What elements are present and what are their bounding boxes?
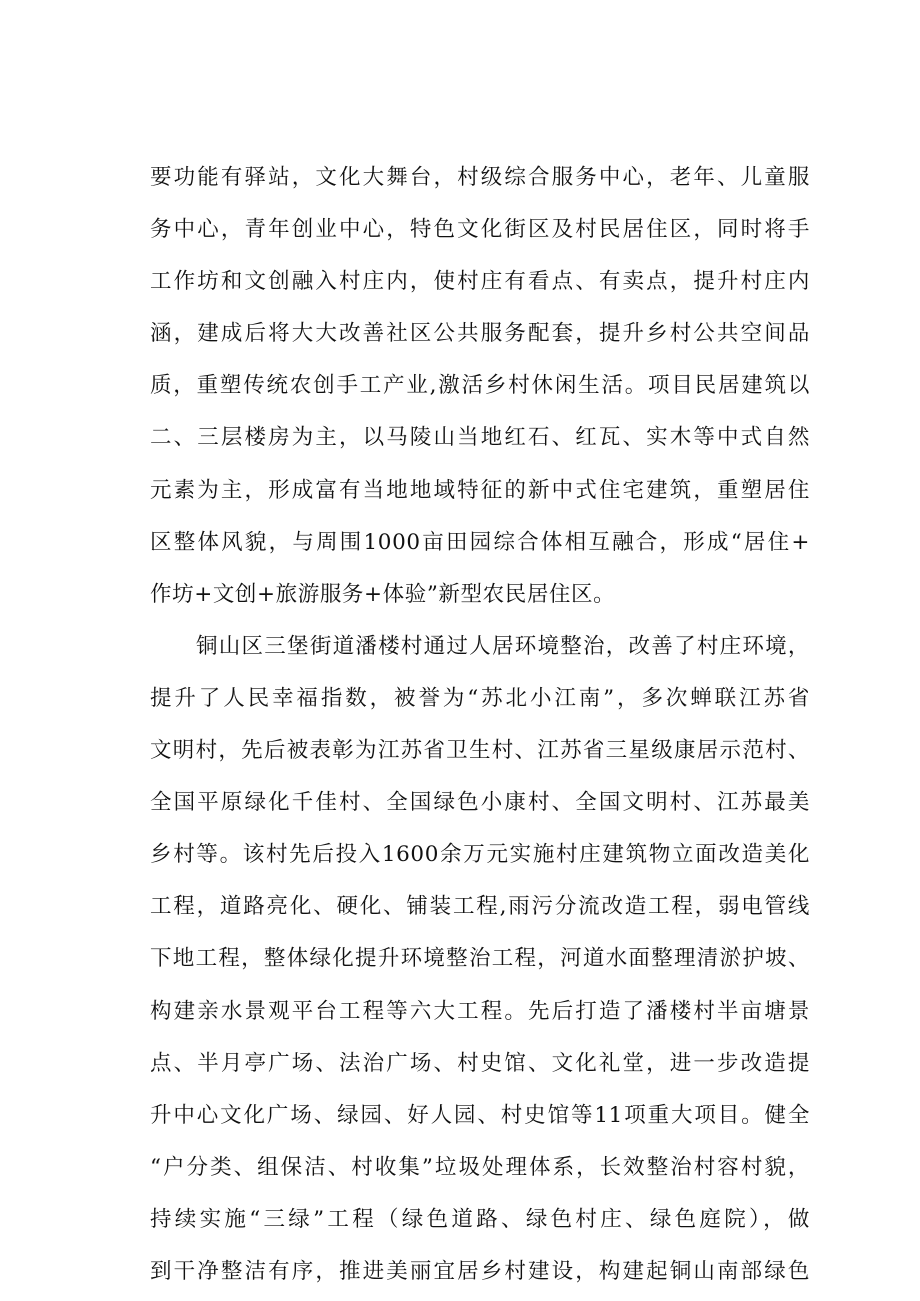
- text-line: 提升了人民幸福指数，被誉为“苏北小江南”，多次蝉联江苏省: [150, 685, 810, 711]
- text-line: 点、半月亭广场、法治广场、村史馆、文化礼堂，进一步改造提: [150, 1050, 810, 1076]
- paragraph-1: [150, 152, 810, 621]
- text-line: 乡村等。该村先后投入1600余万元实施村庄建筑物立面改造美化: [150, 842, 810, 868]
- text-line: 涵，建成后将大大改善社区公共服务配套，提升乡村公共空间品: [150, 321, 810, 347]
- text-line: 工作坊和文创融入村庄内，使村庄有看点、有卖点，提升村庄内: [150, 269, 810, 295]
- text-line: 到干净整洁有序，推进美丽宜居乡村建设，构建起铜山南部绿色: [150, 1258, 810, 1284]
- text-line: 质，重塑传统农创手工产业,激活乡村休闲生活。项目民居建筑以: [150, 373, 810, 399]
- text-line: 构建亲水景观平台工程等六大工程。先后打造了潘楼村半亩塘景: [150, 998, 810, 1024]
- text-line: 要功能有驿站，文化大舞台，村级综合服务中心，老年、儿童服: [150, 165, 810, 190]
- text-line: “户分类、组保洁、村收集”垃圾处理体系，长效整治村容村貌，: [150, 1154, 810, 1180]
- text-line: 务中心，青年创业中心，特色文化街区及村民居住区，同时将手: [150, 217, 810, 243]
- text-line: 持续实施“三绿”工程（绿色道路、绿色村庄、绿色庭院），做: [150, 1206, 810, 1232]
- text-line: 作坊+文创+旅游服务+体验”新型农民居住区。: [150, 581, 616, 607]
- text-line: 升中心文化广场、绿园、好人园、村史馆等11项重大项目。健全: [150, 1102, 810, 1128]
- text-line: 文明村，先后被表彰为江苏省卫生村、江苏省三星级康居示范村、: [150, 738, 810, 764]
- text-line: 下地工程，整体绿化提升环境整治工程，河道水面整理清淤护坡、: [150, 946, 810, 972]
- paragraph-2: [150, 621, 810, 1298]
- text-line: 工程，道路亮化、硬化、铺装工程,雨污分流改造工程，弱电管线: [150, 894, 810, 920]
- text-line: 全国平原绿化千佳村、全国绿色小康村、全国文明村、江苏最美: [150, 790, 810, 816]
- text-line: 区整体风貌，与周围1000亩田园综合体相互融合，形成“居住+: [150, 529, 810, 555]
- document-body: [150, 152, 810, 1298]
- text-line: 元素为主，形成富有当地地域特征的新中式住宅建筑，重塑居住: [150, 477, 810, 503]
- text-line: 二、三层楼房为主，以马陵山当地红石、红瓦、实木等中式自然: [150, 425, 810, 451]
- text-line: 铜山区三堡街道潘楼村通过人居环境整治，改善了村庄环境，: [196, 633, 810, 659]
